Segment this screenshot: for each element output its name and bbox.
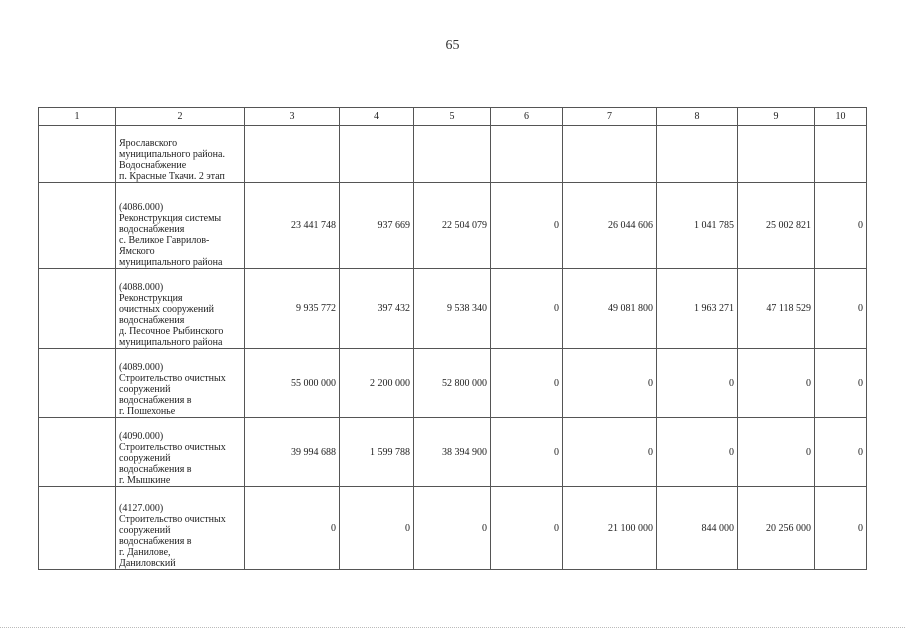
value-cell: 0: [563, 349, 657, 418]
table-row: [39, 487, 867, 570]
value-cell: 0: [738, 418, 815, 487]
table-row: [39, 269, 867, 349]
value-cell: 0: [815, 487, 867, 570]
value-cell: 20 256 000: [738, 487, 815, 570]
value-cell: 0: [340, 487, 414, 570]
value-cell: 0: [815, 349, 867, 418]
value-cell: 1 599 788: [340, 418, 414, 487]
row-index-cell: [39, 418, 116, 487]
value-cell: [414, 126, 491, 183]
value-cell: 0: [815, 418, 867, 487]
value-cell: 1 963 271: [657, 269, 738, 349]
row-index-cell: [39, 487, 116, 570]
row-index-cell: [39, 349, 116, 418]
table-row: [39, 183, 867, 269]
value-cell: 0: [414, 487, 491, 570]
description-cell: (4127.000) Строительство очистных сооружений водоснабжения в г. Данилове, Даниловский: [116, 487, 245, 570]
value-cell: 22 504 079: [414, 183, 491, 269]
header-row: [39, 108, 867, 126]
value-cell: [815, 126, 867, 183]
table-row: [39, 126, 867, 183]
value-cell: 9 538 340: [414, 269, 491, 349]
value-cell: 0: [815, 183, 867, 269]
value-cell: 0: [491, 418, 563, 487]
description-cell: Ярославского муниципального района. Водоснабжение п. Красные Ткачи. 2 этап: [116, 126, 245, 183]
table-row: [39, 349, 867, 418]
value-cell: 9 935 772: [245, 269, 340, 349]
value-cell: 0: [245, 487, 340, 570]
value-cell: 25 002 821: [738, 183, 815, 269]
value-cell: 0: [491, 183, 563, 269]
value-cell: 0: [491, 349, 563, 418]
value-cell: 38 394 900: [414, 418, 491, 487]
table-row: [39, 418, 867, 487]
value-cell: 0: [563, 418, 657, 487]
value-cell: 0: [815, 269, 867, 349]
column-header: 7: [563, 108, 657, 126]
value-cell: 21 100 000: [563, 487, 657, 570]
value-cell: 49 081 800: [563, 269, 657, 349]
value-cell: 55 000 000: [245, 349, 340, 418]
column-header: 8: [657, 108, 738, 126]
value-cell: 0: [657, 349, 738, 418]
column-header: 1: [39, 108, 116, 126]
value-cell: 0: [491, 269, 563, 349]
value-cell: 47 118 529: [738, 269, 815, 349]
value-cell: 39 994 688: [245, 418, 340, 487]
value-cell: 937 669: [340, 183, 414, 269]
value-cell: 397 432: [340, 269, 414, 349]
value-cell: [657, 126, 738, 183]
value-cell: [563, 126, 657, 183]
description-cell: (4088.000) Реконструкция очистных сооружений водоснабжения д. Песочное Рыбинского муниципального района: [116, 269, 245, 349]
description-cell: (4089.000) Строительство очистных сооружений водоснабжения в г. Пошехонье: [116, 349, 245, 418]
value-cell: 26 044 606: [563, 183, 657, 269]
column-header: 4: [340, 108, 414, 126]
value-cell: [340, 126, 414, 183]
scan-edge-marks: [0, 627, 905, 638]
value-cell: [245, 126, 340, 183]
row-index-cell: [39, 269, 116, 349]
description-cell: (4086.000) Реконструкция системы водоснабжения с. Великое Гаврилов- Ямского муниципального района: [116, 183, 245, 269]
column-header: 3: [245, 108, 340, 126]
value-cell: [491, 126, 563, 183]
row-index-cell: [39, 126, 116, 183]
row-index-cell: [39, 183, 116, 269]
value-cell: [738, 126, 815, 183]
description-cell: (4090.000) Строительство очистных сооружений водоснабжения в г. Мышкине: [116, 418, 245, 487]
column-header: 10: [815, 108, 867, 126]
value-cell: 2 200 000: [340, 349, 414, 418]
value-cell: 23 441 748: [245, 183, 340, 269]
value-cell: 844 000: [657, 487, 738, 570]
value-cell: 0: [491, 487, 563, 570]
column-header: 6: [491, 108, 563, 126]
column-header: 9: [738, 108, 815, 126]
value-cell: 0: [738, 349, 815, 418]
value-cell: 0: [657, 418, 738, 487]
budget-table: [38, 107, 867, 570]
value-cell: 52 800 000: [414, 349, 491, 418]
page-number: 65: [445, 38, 460, 53]
column-header: 5: [414, 108, 491, 126]
column-header: 2: [116, 108, 245, 126]
value-cell: 1 041 785: [657, 183, 738, 269]
